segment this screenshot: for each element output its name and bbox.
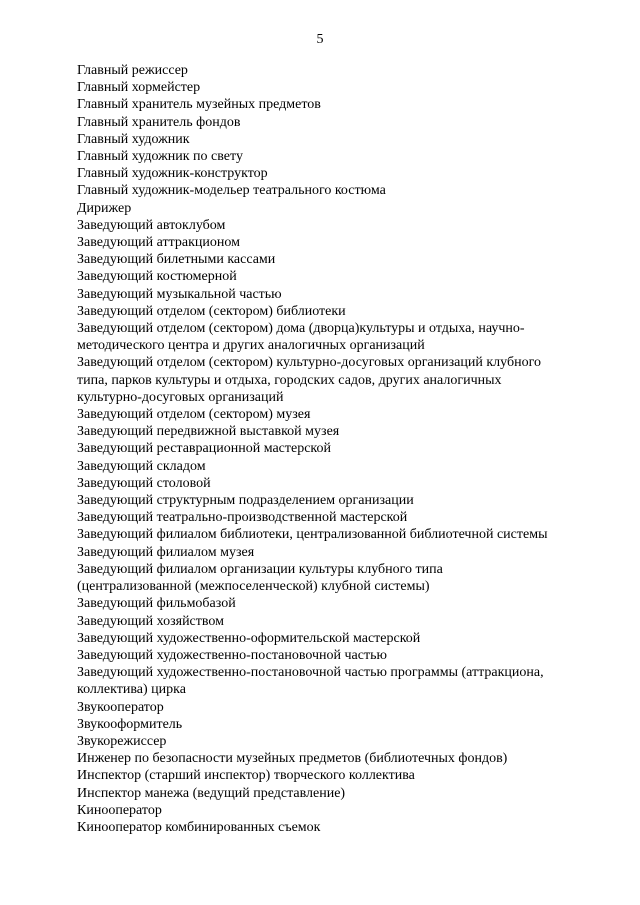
list-item xyxy=(77,595,597,612)
list-item-line: Заведующий фильмобазой xyxy=(77,596,236,612)
list-item-line: Инспектор (старший инспектор) творческого коллектива xyxy=(77,768,415,784)
list-item xyxy=(77,286,597,303)
list-item xyxy=(77,440,597,457)
list-item-line: Заведующий столовой xyxy=(77,475,211,491)
list-item xyxy=(77,303,597,320)
list-item xyxy=(77,613,597,630)
list-item-line: культурно-досуговых организаций xyxy=(77,389,284,405)
list-item-line: Заведующий художественно-постановочной частью xyxy=(77,647,387,663)
list-item-line: Заведующий передвижной выставкой музея xyxy=(77,424,340,440)
list-item xyxy=(77,406,597,423)
list-item xyxy=(77,79,597,96)
list-item-line: Главный художник xyxy=(77,131,190,147)
list-item-line: Главный художник по свету xyxy=(77,149,243,165)
list-item xyxy=(77,475,597,492)
list-item xyxy=(77,182,597,199)
list-item xyxy=(77,664,597,698)
list-item-line: Заведующий складом xyxy=(77,458,206,474)
list-item xyxy=(77,114,597,131)
list-item-line: Заведующий аттракционом xyxy=(77,235,240,251)
list-item-line: Заведующий отделом (сектором) музея xyxy=(77,407,311,423)
list-item xyxy=(77,544,597,561)
list-item xyxy=(77,62,597,79)
list-item xyxy=(77,630,597,647)
list-item-line: Звукорежиссер xyxy=(77,733,167,749)
list-item xyxy=(77,200,597,217)
list-item xyxy=(77,217,597,234)
list-item xyxy=(77,165,597,182)
list-item-line: Заведующий художественно-оформительской мастерской xyxy=(77,630,421,646)
list-item xyxy=(77,320,597,354)
list-item-line: Главный хранитель музейных предметов xyxy=(77,97,321,113)
list-item-line: Главный художник-конструктор xyxy=(77,166,268,182)
list-item-line: Заведующий филиалом музея xyxy=(77,544,255,560)
list-item xyxy=(77,716,597,733)
list-item xyxy=(77,458,597,475)
list-item-line: Кинооператор xyxy=(77,802,162,818)
list-item xyxy=(77,785,597,802)
list-item-line: Заведующий костюмерной xyxy=(77,269,237,285)
list-item-line: Инспектор манежа (ведущий представление) xyxy=(77,785,346,801)
list-item-line: Заведующий отделом (сектором) библиотеки xyxy=(77,303,346,319)
list-item xyxy=(77,96,597,113)
list-item-line: Главный художник-модельер театрального костюма xyxy=(77,183,386,199)
list-item xyxy=(77,802,597,819)
list-item-line: Главный режиссер xyxy=(77,63,188,78)
page-number: 5 xyxy=(316,32,324,47)
list-item xyxy=(77,423,597,440)
list-item xyxy=(77,234,597,251)
list-item-line: (централизованной (межпоселенческой) клубной системы) xyxy=(77,579,430,595)
list-item-line: Заведующий филиалом организации культуры клубного типа xyxy=(77,561,443,577)
list-item-line: Заведующий художественно-постановочной частью программы (аттракциона, xyxy=(77,665,544,681)
list-item xyxy=(77,492,597,509)
list-item xyxy=(77,819,597,836)
list-item-line: Заведующий отделом (сектором) дома (дворца)культуры и отдыха, научно- xyxy=(77,321,525,337)
list-item-line: Заведующий хозяйством xyxy=(77,613,224,629)
list-item xyxy=(77,148,597,165)
list-item-line: Заведующий отделом (сектором) культурно-досуговых организаций клубного xyxy=(77,355,541,371)
list-item xyxy=(77,733,597,750)
list-item-line: Заведующий структурным подразделением организации xyxy=(77,493,414,509)
list-item xyxy=(77,354,597,406)
list-item-line: Заведующий театрально-производственной мастерской xyxy=(77,510,408,526)
list-item-line: коллектива) цирка xyxy=(77,682,186,698)
list-item xyxy=(77,699,597,716)
list-item xyxy=(77,767,597,784)
list-item-line: Главный хормейстер xyxy=(77,80,201,96)
list-item xyxy=(77,750,597,767)
list-item-line: Дирижер xyxy=(77,200,132,216)
list-item xyxy=(77,509,597,526)
list-item-line: Заведующий билетными кассами xyxy=(77,252,276,268)
list-item-line: Звукооператор xyxy=(77,699,164,715)
list-item-line: Главный хранитель фондов xyxy=(77,114,241,130)
list-item xyxy=(77,131,597,148)
list-item xyxy=(77,251,597,268)
list-item-line: типа, парков культуры и отдыха, городских садов, других аналогичных xyxy=(77,372,502,388)
list-item-line: методического центра и других аналогичных организаций xyxy=(77,338,425,354)
list-item-line: Заведующий музыкальной частью xyxy=(77,286,282,302)
list-item-line: Заведующий реставрационной мастерской xyxy=(77,441,332,457)
list-item-line: Кинооператор комбинированных съемок xyxy=(77,819,321,835)
list-item-line: Звукооформитель xyxy=(77,716,183,732)
list-item xyxy=(77,526,597,543)
list-item xyxy=(77,268,597,285)
job-title-list xyxy=(77,62,597,836)
list-item xyxy=(77,561,597,595)
list-item-line: Заведующий автоклубом xyxy=(77,217,226,233)
list-item-line: Инженер по безопасности музейных предметов (библиотечных фондов) xyxy=(77,751,508,767)
list-item xyxy=(77,647,597,664)
list-item-line: Заведующий филиалом библиотеки, централизованной библиотечной системы xyxy=(77,527,548,543)
